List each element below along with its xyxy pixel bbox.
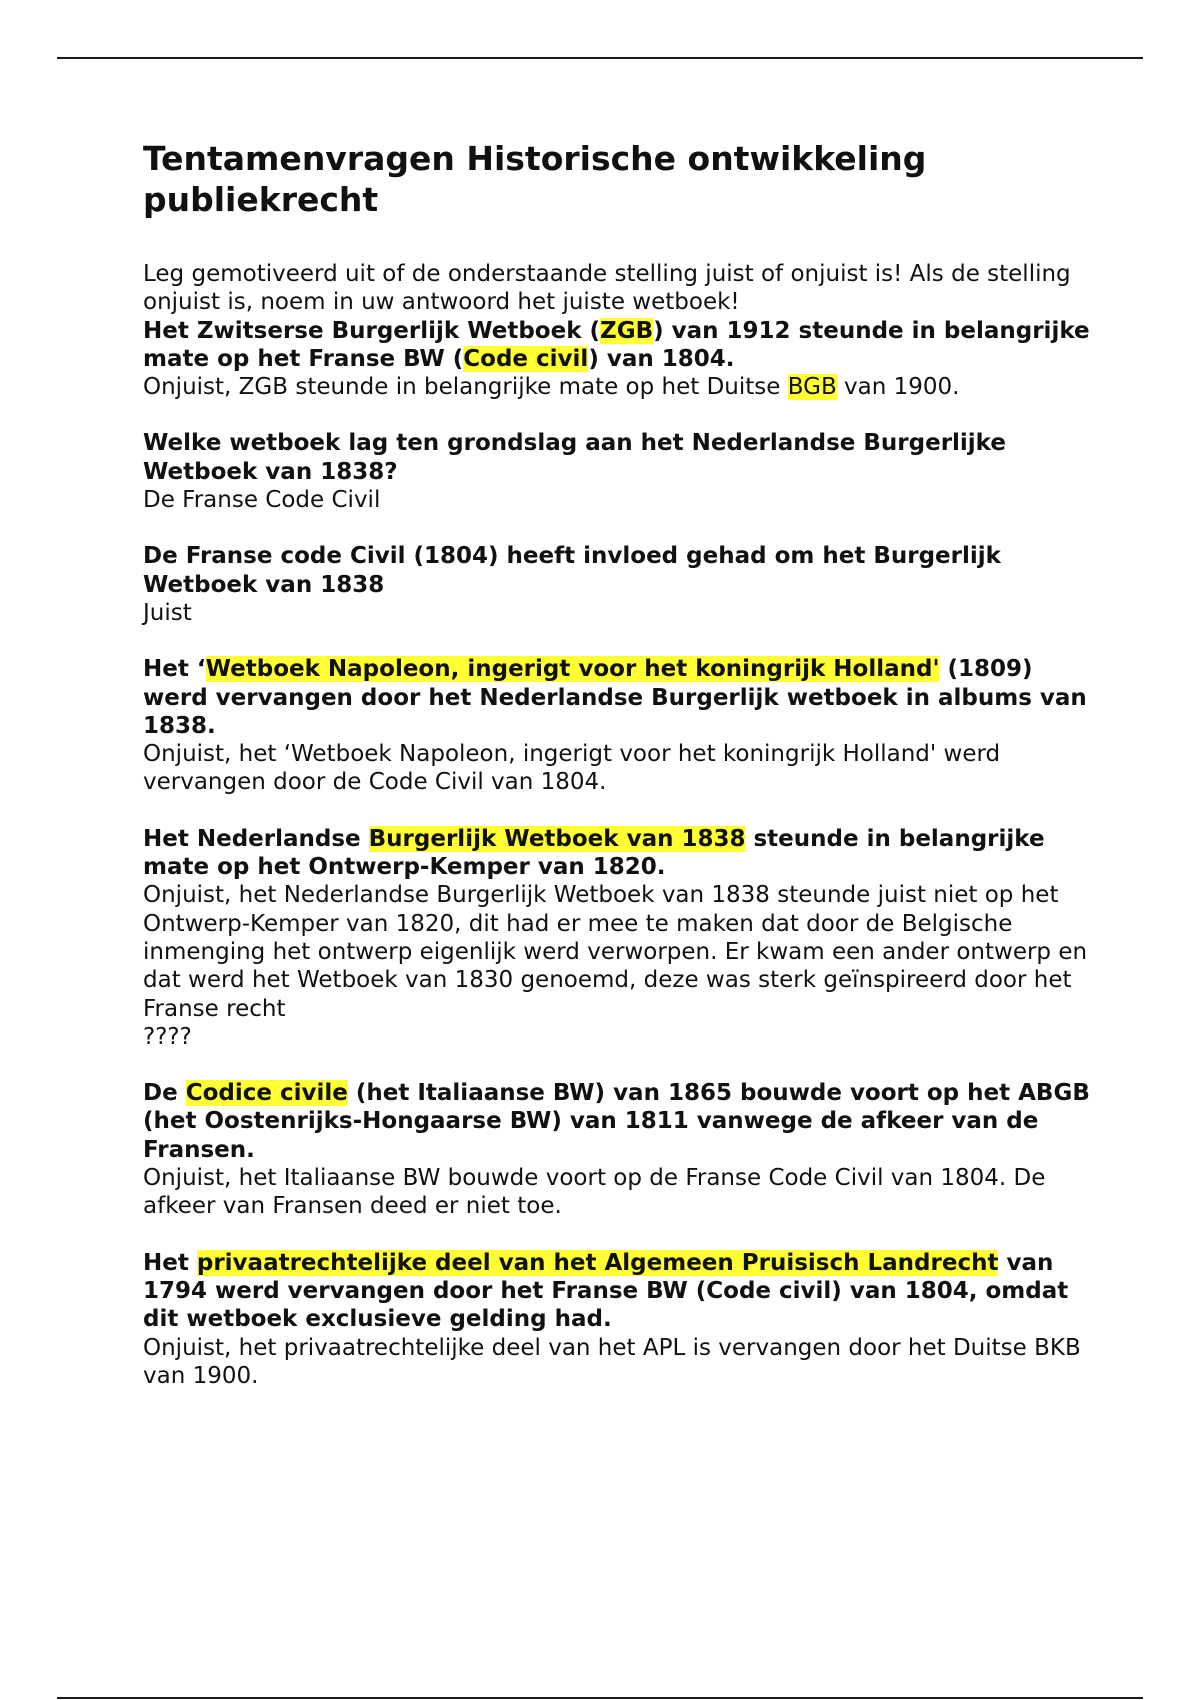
question-text: (1809) werd vervangen door het Nederlandse Burgerlijk wetboek in albums van 1838. xyxy=(143,656,1087,739)
answer-text: Onjuist, het privaatrechtelijke deel van het APL is vervangen door het Duitse BKB van 1900. xyxy=(143,1334,1081,1389)
answer-text xyxy=(143,1334,1093,1391)
question-text: Het Nederlandse xyxy=(143,825,369,852)
answer-highlight: BGB xyxy=(787,374,837,401)
answer-text: Onjuist, ZGB steunde in belangrijke mate op het Duitse xyxy=(143,374,788,401)
question-statement xyxy=(143,655,1093,740)
question-highlight: Wetboek Napoleon, ingerigt voor het koningrijk Holland' xyxy=(205,656,940,683)
answer-text xyxy=(143,1164,1093,1221)
question-text: De xyxy=(143,1080,186,1107)
question-text: (het Italiaanse BW) van 1865 bouwde voort op het ABGB (het Oostenrijks-Hongaarse BW) van 1811 vanwege de afkeer van de Fransen. xyxy=(143,1080,1090,1163)
question-text: Welke wetboek lag ten grondslag aan het Nederlandse Burgerlijke Wetboek van 1838? xyxy=(143,430,1006,485)
qa-block xyxy=(143,1079,1093,1220)
qa-block xyxy=(143,317,1093,402)
question-text: Het xyxy=(143,1249,197,1276)
question-statement xyxy=(143,825,1093,882)
question-statement xyxy=(143,1079,1093,1164)
question-list xyxy=(143,317,1093,1391)
document-body xyxy=(143,138,1093,1390)
question-text: ) van 1912 steunde in belangrijke mate op het Franse BW ( xyxy=(143,317,1090,372)
question-highlight: privaatrechtelijke deel van het Algemeen Pruisisch Landrecht xyxy=(196,1249,999,1276)
answer-text xyxy=(143,740,1093,797)
instructions: Leg gemotiveerd uit of de onderstaande stelling juist of onjuist is! Als de stelling onjuist is, noem in uw antwoord het juiste wetboek! xyxy=(143,261,1071,316)
answer-text: Onjuist, het ‘Wetboek Napoleon, ingerigt voor het koningrijk Holland' werd vervangen door de Code Civil van 1804. xyxy=(143,741,1001,796)
question-statement xyxy=(143,1249,1093,1334)
qa-block xyxy=(143,429,1093,514)
question-text: Het ‘ xyxy=(143,656,206,683)
qa-block xyxy=(143,655,1093,796)
question-statement xyxy=(143,317,1093,374)
question-text: De Franse code Civil (1804) heeft invloed gehad om het Burgerlijk Wetboek van 1838 xyxy=(143,543,1001,598)
answer-text: De Franse Code Civil xyxy=(143,487,381,514)
answer-text: Juist xyxy=(143,599,192,626)
question-highlight: Burgerlijk Wetboek van 1838 xyxy=(368,825,746,852)
question-text: Het Zwitserse Burgerlijk Wetboek ( xyxy=(143,317,601,344)
question-statement xyxy=(143,429,1093,486)
qa-block xyxy=(143,825,1093,1051)
question-highlight: Code civil xyxy=(463,345,589,372)
answer-text xyxy=(143,599,1093,627)
answer-note: ???? xyxy=(143,1023,192,1050)
question-highlight: Codice civile xyxy=(185,1080,348,1107)
answer-text xyxy=(143,486,1093,514)
document-title: Tentamenvragen Historische ontwikkeling publiekrecht xyxy=(143,139,927,219)
footer-rule xyxy=(57,1697,1143,1699)
qa-block xyxy=(143,1249,1093,1390)
answer-text xyxy=(143,373,1093,401)
answer-text: van 1900. xyxy=(836,374,960,401)
answer-text: Onjuist, het Nederlandse Burgerlijk Wetboek van 1838 steunde juist niet op het Ontwerp-Kemper van 1820, dit had er mee te maken dat door de Belgische inmenging het ontwerp eigenlijk werd verworpen. Er kwam een ander ontwerp en dat werd het Wetboek van 1830 genoemd, deze was sterk geïnspireerd door het Franse recht xyxy=(143,882,1088,1022)
question-text: steunde in belangrijke mate op het Ontwerp-Kemper van 1820. xyxy=(143,825,1045,881)
question-text: ) van 1804. xyxy=(588,345,735,372)
header-rule xyxy=(57,57,1143,59)
answer-text xyxy=(143,881,1093,1022)
question-statement xyxy=(143,542,1093,599)
answer-text: Onjuist, het Italiaanse BW bouwde voort op de Franse Code Civil van 1804. De afkeer van Fransen deed er niet toe. xyxy=(143,1165,1046,1220)
question-highlight: ZGB xyxy=(600,317,654,344)
question-text: van 1794 werd vervangen door het Franse BW (Code civil) van 1804, omdat dit wetboek exclusieve gelding had. xyxy=(143,1249,1069,1333)
qa-block xyxy=(143,542,1093,627)
